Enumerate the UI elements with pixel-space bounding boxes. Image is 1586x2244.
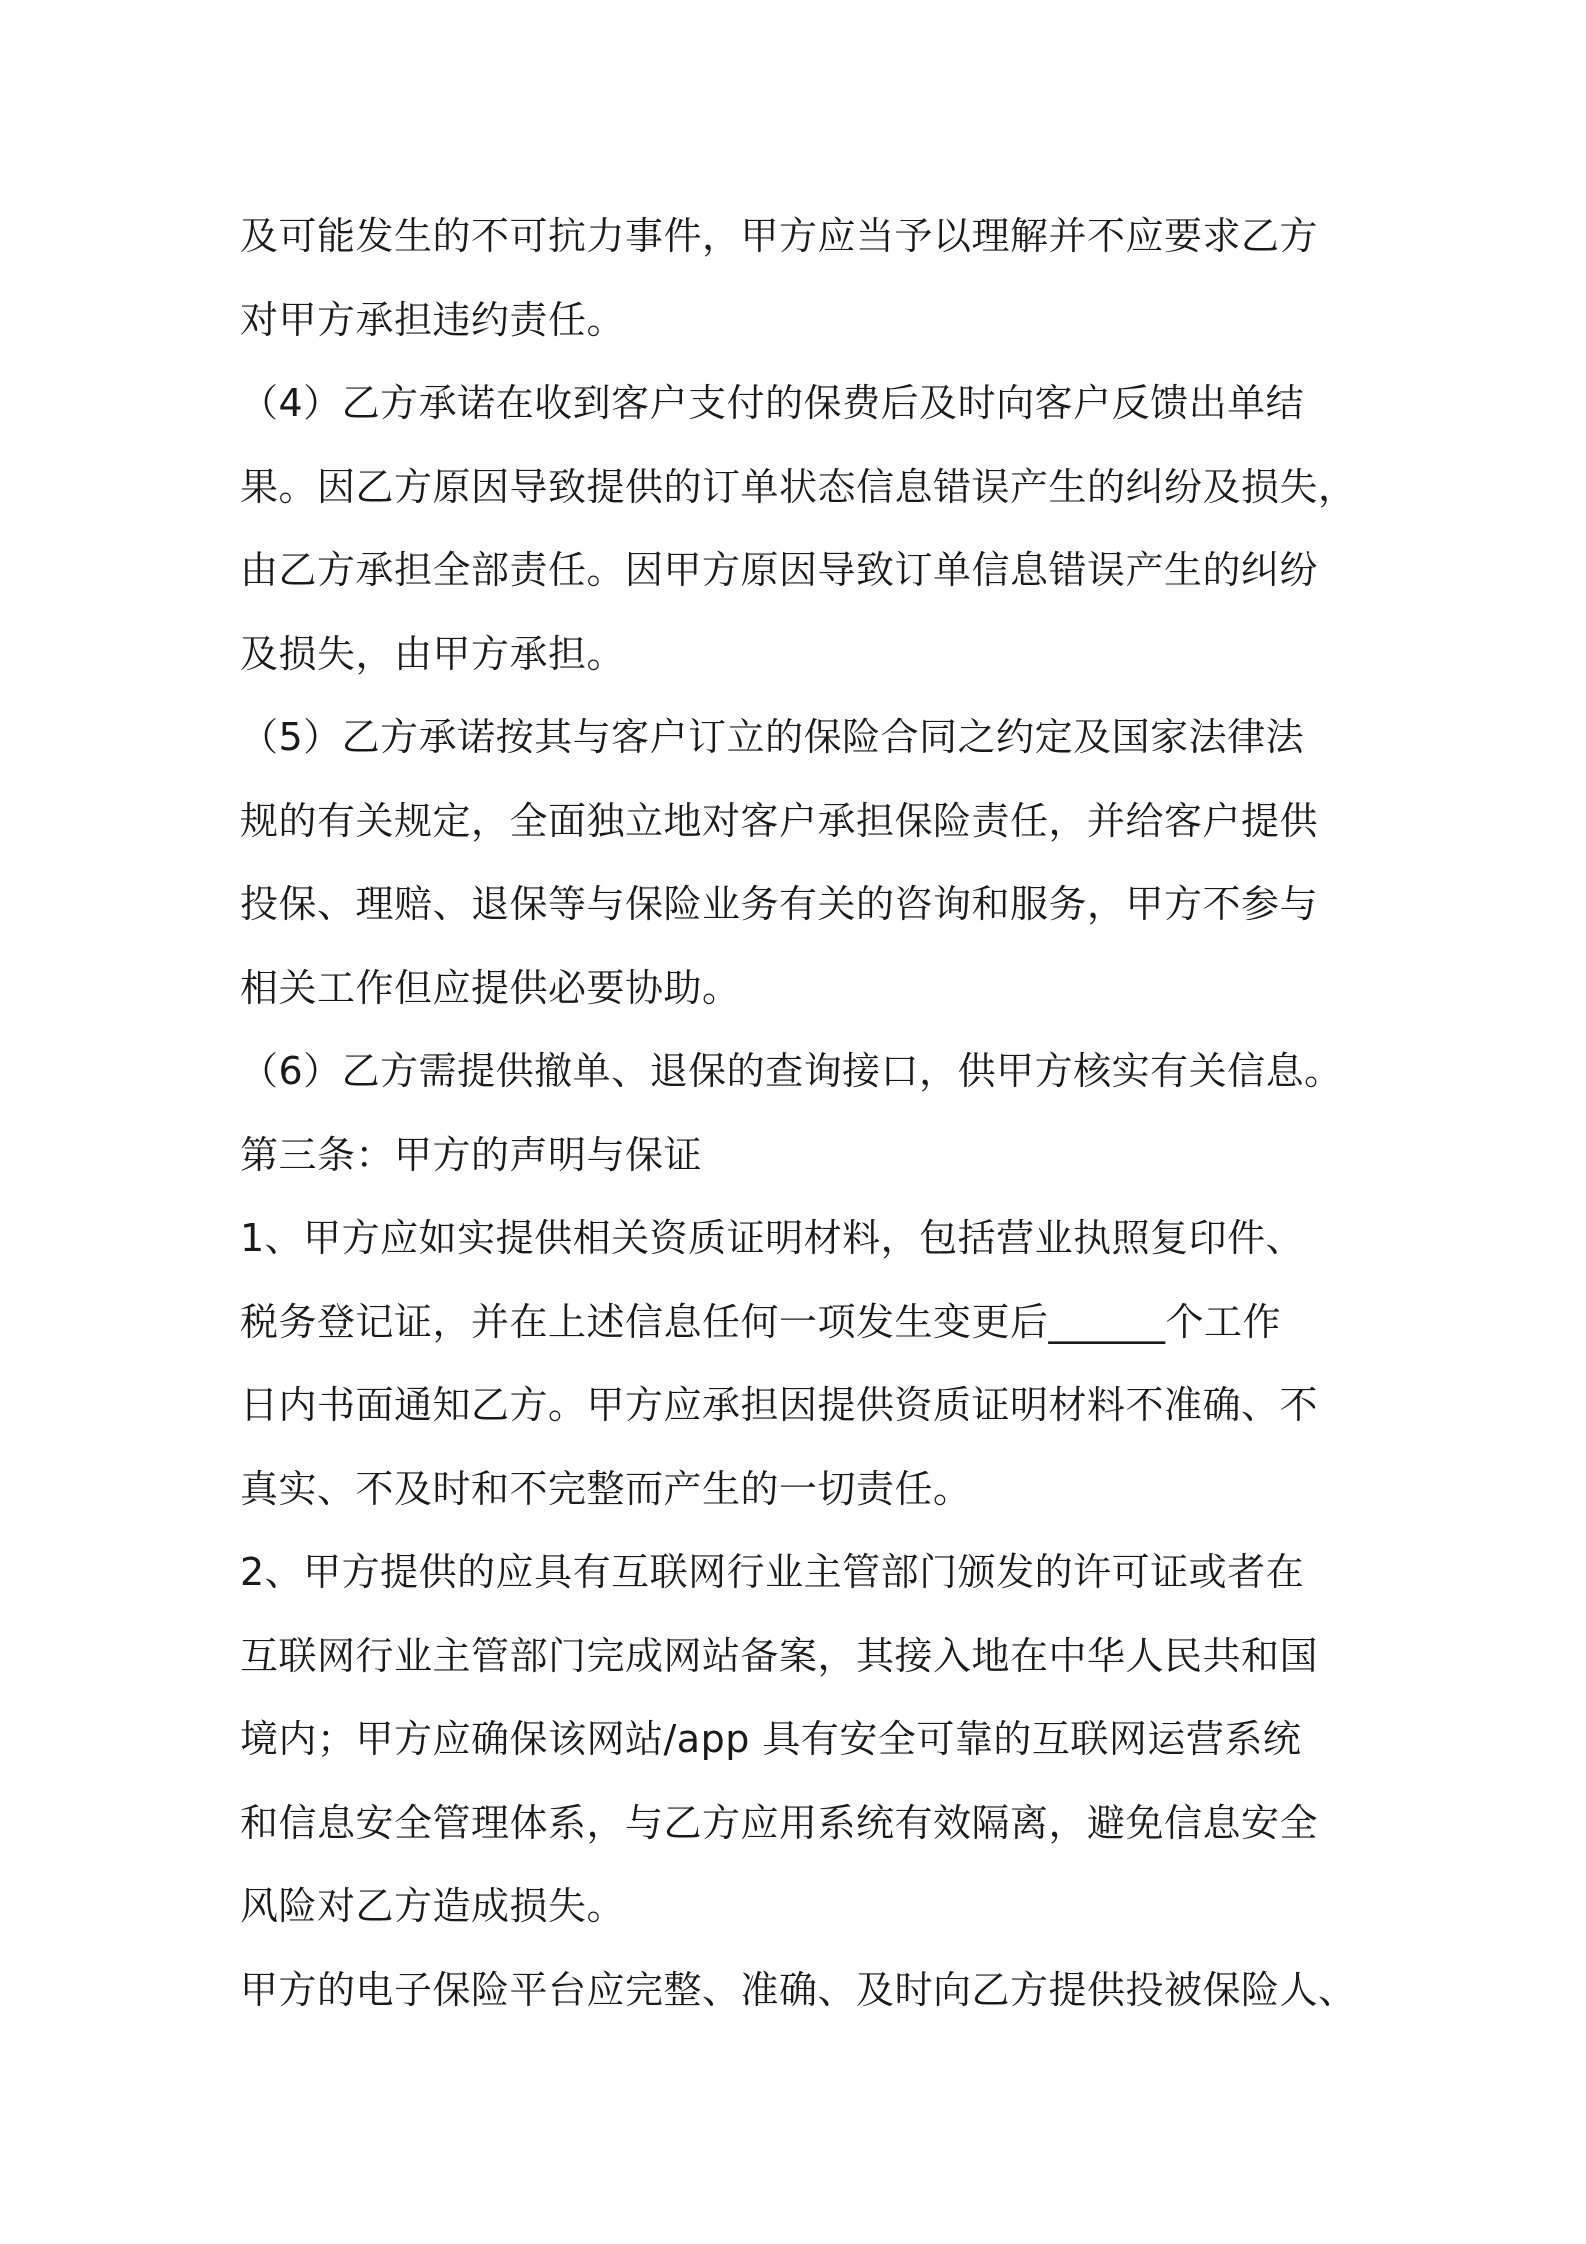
text-line: 境内；甲方应确保该网站/app 具有安全可靠的互联网运营系统 — [240, 1717, 1302, 1761]
text-line: 互联网行业主管部门完成网站备案，其接入地在中华人民共和国 — [240, 1633, 1319, 1678]
text-line: 风险对乙方造成损失。 — [240, 1884, 626, 1928]
text-line: 由乙方承担全部责任。因甲方原因导致订单信息错误产生的纠纷 — [240, 548, 1319, 592]
text-line: （6）乙方需提供撤单、退保的查询接口，供甲方核实有关信息。 — [240, 1049, 1343, 1093]
text-line: 2、甲方提供的应具有互联网行业主管部门颁发的许可证或者在 — [240, 1550, 1305, 1594]
text-line: 甲方的电子保险平台应完整、准确、及时向乙方提供投被保险人、 — [240, 1967, 1357, 2012]
text-line: 1、甲方应如实提供相关资质证明材料，包括营业执照复印件、 — [240, 1216, 1305, 1260]
text-line: 及可能发生的不可抗力事件，甲方应当予以理解并不应要求乙方 — [240, 214, 1319, 258]
text-line: 日内书面通知乙方。甲方应承担因提供资质证明材料不准确、不 — [240, 1383, 1319, 1427]
section-heading: 第三条：甲方的声明与保证 — [240, 1132, 703, 1177]
text-line: 相关工作但应提供必要协助。 — [240, 965, 741, 1010]
text-line: 及损失，由甲方承担。 — [240, 631, 626, 676]
document-body — [240, 195, 1370, 2032]
text-line: （5）乙方承诺按其与客户订立的保险合同之约定及国家法律法 — [240, 715, 1305, 759]
text-line: 真实、不及时和不完整而产生的一切责任。 — [240, 1466, 972, 1511]
text-line: （4）乙方承诺在收到客户支付的保费后及时向客户反馈出单结 — [240, 381, 1305, 425]
text-line: 和信息安全管理体系，与乙方应用系统有效隔离，避免信息安全 — [240, 1800, 1319, 1845]
text-line: 果。因乙方原因导致提供的订单状态信息错误产生的纠纷及损失， — [240, 464, 1357, 509]
text-line: 规的有关规定，全面独立地对客户承担保险责任，并给客户提供 — [240, 798, 1319, 843]
text-line: 对甲方承担违约责任。 — [240, 297, 626, 342]
text-line: 投保、理赔、退保等与保险业务有关的咨询和服务，甲方不参与 — [240, 882, 1319, 926]
text-line: 税务登记证，并在上述信息任何一项发生变更后______个工作 — [240, 1299, 1282, 1344]
